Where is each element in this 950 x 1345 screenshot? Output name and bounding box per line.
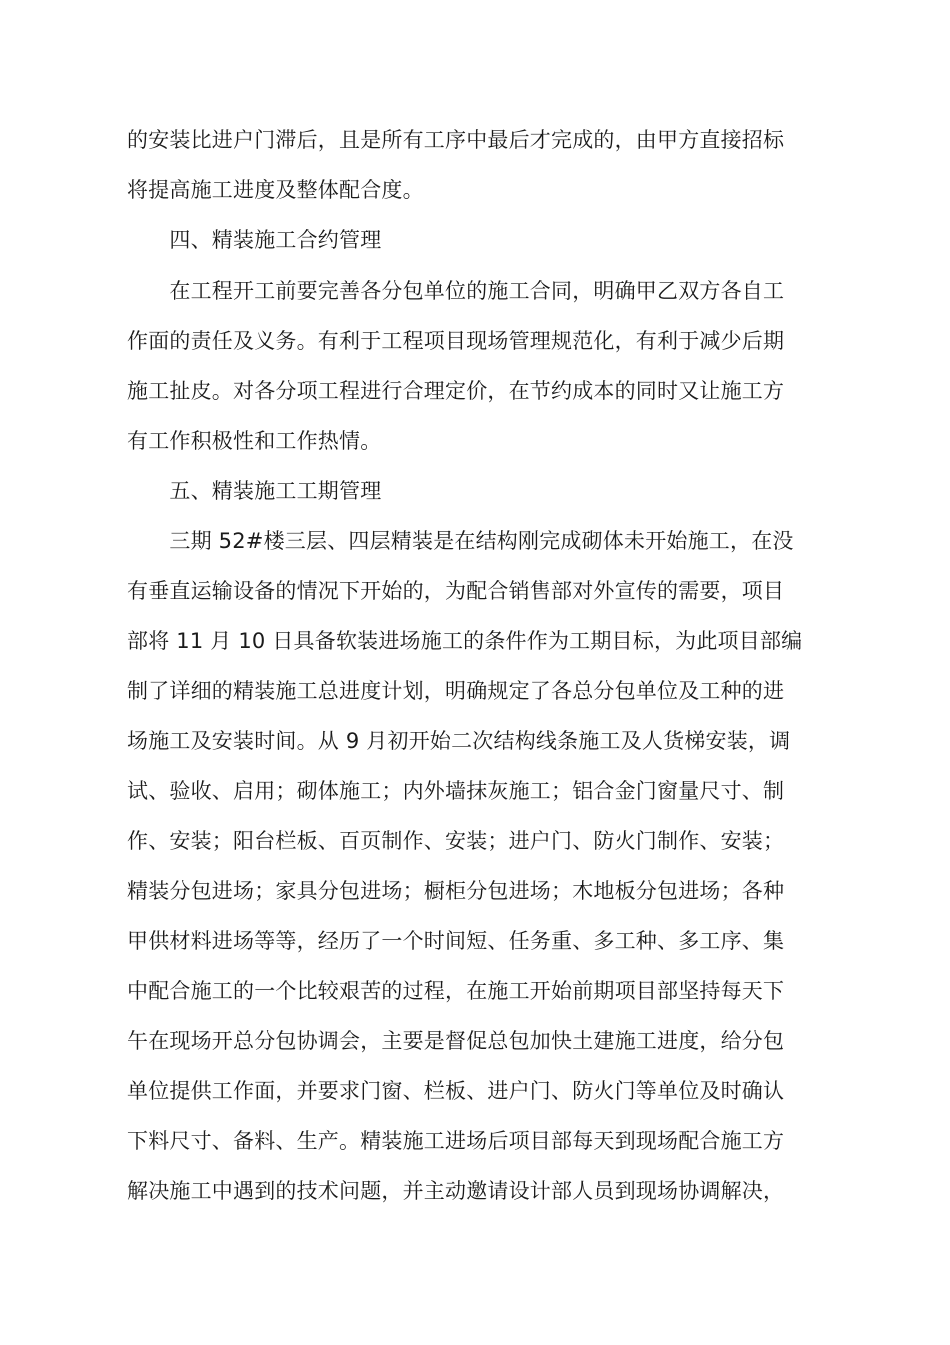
section-heading-schedule: 五、精装施工工期管理 [127,479,382,503]
text-line: 有工作积极性和工作热情。 [127,429,382,453]
text-line: 中配合施工的一个比较艰苦的过程，在施工开始前期项目部坚持每天下 [127,979,785,1003]
text-line: 午在现场开总分包协调会，主要是督促总包加快土建施工进度，给分包 [127,1029,785,1053]
text-line: 甲供材料进场等等，经历了一个时间短、任务重、多工种、多工序、集 [127,929,785,953]
text-line: 作、安装；阳台栏板、百页制作、安装；进户门、防火门制作、安装； [127,829,785,853]
text-line: 制了详细的精装施工总进度计划，明确规定了各总分包单位及工种的进 [127,679,785,703]
text-line: 下料尺寸、备料、生产。精装施工进场后项目部每天到现场配合施工方 [127,1129,785,1153]
text-line: 施工扯皮。对各分项工程进行合理定价，在节约成本的同时又让施工方 [127,379,785,403]
section-heading-contract: 四、精装施工合约管理 [127,228,382,252]
text-line: 试、验收、启用；砌体施工；内外墙抹灰施工；铝合金门窗量尺寸、制 [127,779,785,803]
text-line: 有垂直运输设备的情况下开始的，为配合销售部对外宣传的需要，项目 [127,579,785,603]
text-line: 作面的责任及义务。有利于工程项目现场管理规范化，有利于减少后期 [127,329,785,353]
text-line: 三期 52#楼三层、四层精装是在结构刚完成砌体未开始施工，在没 [127,529,794,553]
text-line: 解决施工中遇到的技术问题，并主动邀请设计部人员到现场协调解决， [127,1179,785,1203]
text-line: 场施工及安装时间。从 9 月初开始二次结构线条施工及人货梯安装，调 [127,729,791,753]
text-line: 部将 11 月 10 日具备软装进场施工的条件作为工期目标，为此项目部编 [127,629,803,653]
text-line: 在工程开工前要完善各分包单位的施工合同，明确甲乙双方各自工 [127,279,785,303]
text-line: 精装分包进场；家具分包进场；橱柜分包进场；木地板分包进场；各种 [127,879,785,903]
text-line: 单位提供工作面，并要求门窗、栏板、进户门、防火门等单位及时确认 [127,1079,785,1103]
text-line: 的安装比进户门滞后，且是所有工序中最后才完成的，由甲方直接招标 [127,128,785,152]
text-line: 将提高施工进度及整体配合度。 [127,178,424,202]
